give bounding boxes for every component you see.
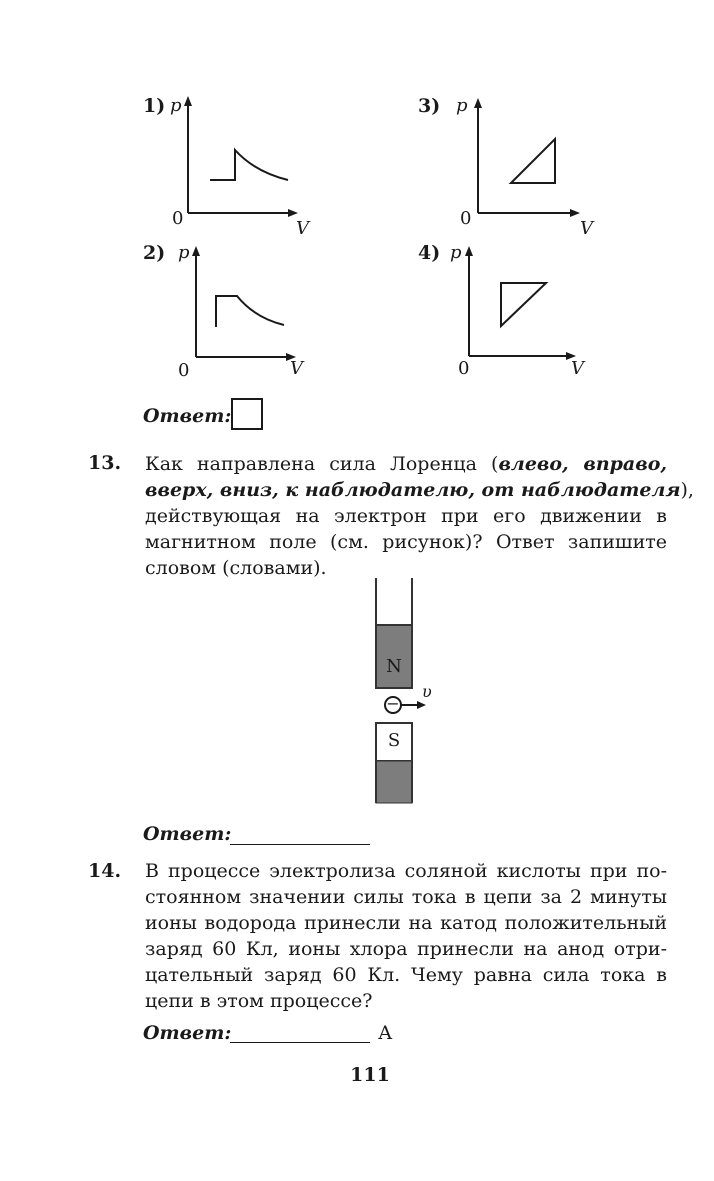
south-pole-label: S <box>387 730 401 751</box>
graph-3-x-label: V <box>580 218 593 239</box>
q14-answer-line[interactable] <box>230 1042 370 1043</box>
north-pole-label: N <box>386 656 402 677</box>
graph-1-y-label: p <box>170 95 182 116</box>
q13-line-3: действующая на электрон при его движении в <box>145 505 667 527</box>
graph-4-x-label: V <box>571 358 584 379</box>
velocity-arrowhead <box>417 701 426 709</box>
graph-2-label: 2) <box>143 242 166 264</box>
q13-line-1: Как направлена сила Лоренца (влево, вправо, <box>145 453 667 475</box>
graph-3-y-label: p <box>456 95 468 116</box>
graph-4-label: 4) <box>418 242 441 264</box>
q14-line-1: В процессе электролиза соляной кислоты при по- <box>145 860 667 882</box>
q13-line-4: магнитном поле (см. рисунок)? Ответ запишите <box>145 531 667 553</box>
graph-4-origin: 0 <box>458 358 470 379</box>
q14-line-5: цательный заряд 60 Кл. Чему равна сила тока в <box>145 964 667 986</box>
q14-answer-label: Ответ: <box>143 1022 232 1044</box>
velocity-label: υ <box>422 682 432 701</box>
q14-line-2: стоянном значении силы тока в цепи за 2 минуты <box>145 886 667 908</box>
q14-line-3: ионы водорода принесли на катод положительный <box>145 912 667 934</box>
page-number: 111 <box>350 1064 390 1086</box>
q14-text <box>145 858 667 1014</box>
graph-1-label: 1) <box>143 95 166 117</box>
graph-2-x-label: V <box>290 358 303 379</box>
q13-line-5: словом (словами). <box>145 557 327 579</box>
q12-answer-label: Ответ: <box>143 405 232 427</box>
graph-1-origin: 0 <box>172 208 184 229</box>
graph-1-x-label: V <box>296 218 309 239</box>
graph-2-y-label: p <box>178 242 190 263</box>
q13-number: 13. <box>88 452 122 474</box>
q14-number: 14. <box>88 860 122 882</box>
graph-2-origin: 0 <box>178 360 190 381</box>
graph-3-label: 3) <box>418 95 441 117</box>
q13-line-2: вверх, вниз, к наблюдателю, от наблюдателя), <box>145 479 694 501</box>
electron-sign: − <box>386 694 400 713</box>
magnet-bottom-body <box>376 761 412 803</box>
q14-answer-unit: А <box>378 1022 393 1044</box>
graph-3-origin: 0 <box>460 208 472 229</box>
q13-answer-line[interactable] <box>230 844 370 845</box>
q14-line-6: цепи в этом процессе? <box>145 990 373 1012</box>
q13-answer-label: Ответ: <box>143 823 232 845</box>
graph-4-y-label: p <box>450 242 462 263</box>
q14-line-4: заряд 60 Кл, ионы хлора принесли на анод отри- <box>145 938 667 960</box>
